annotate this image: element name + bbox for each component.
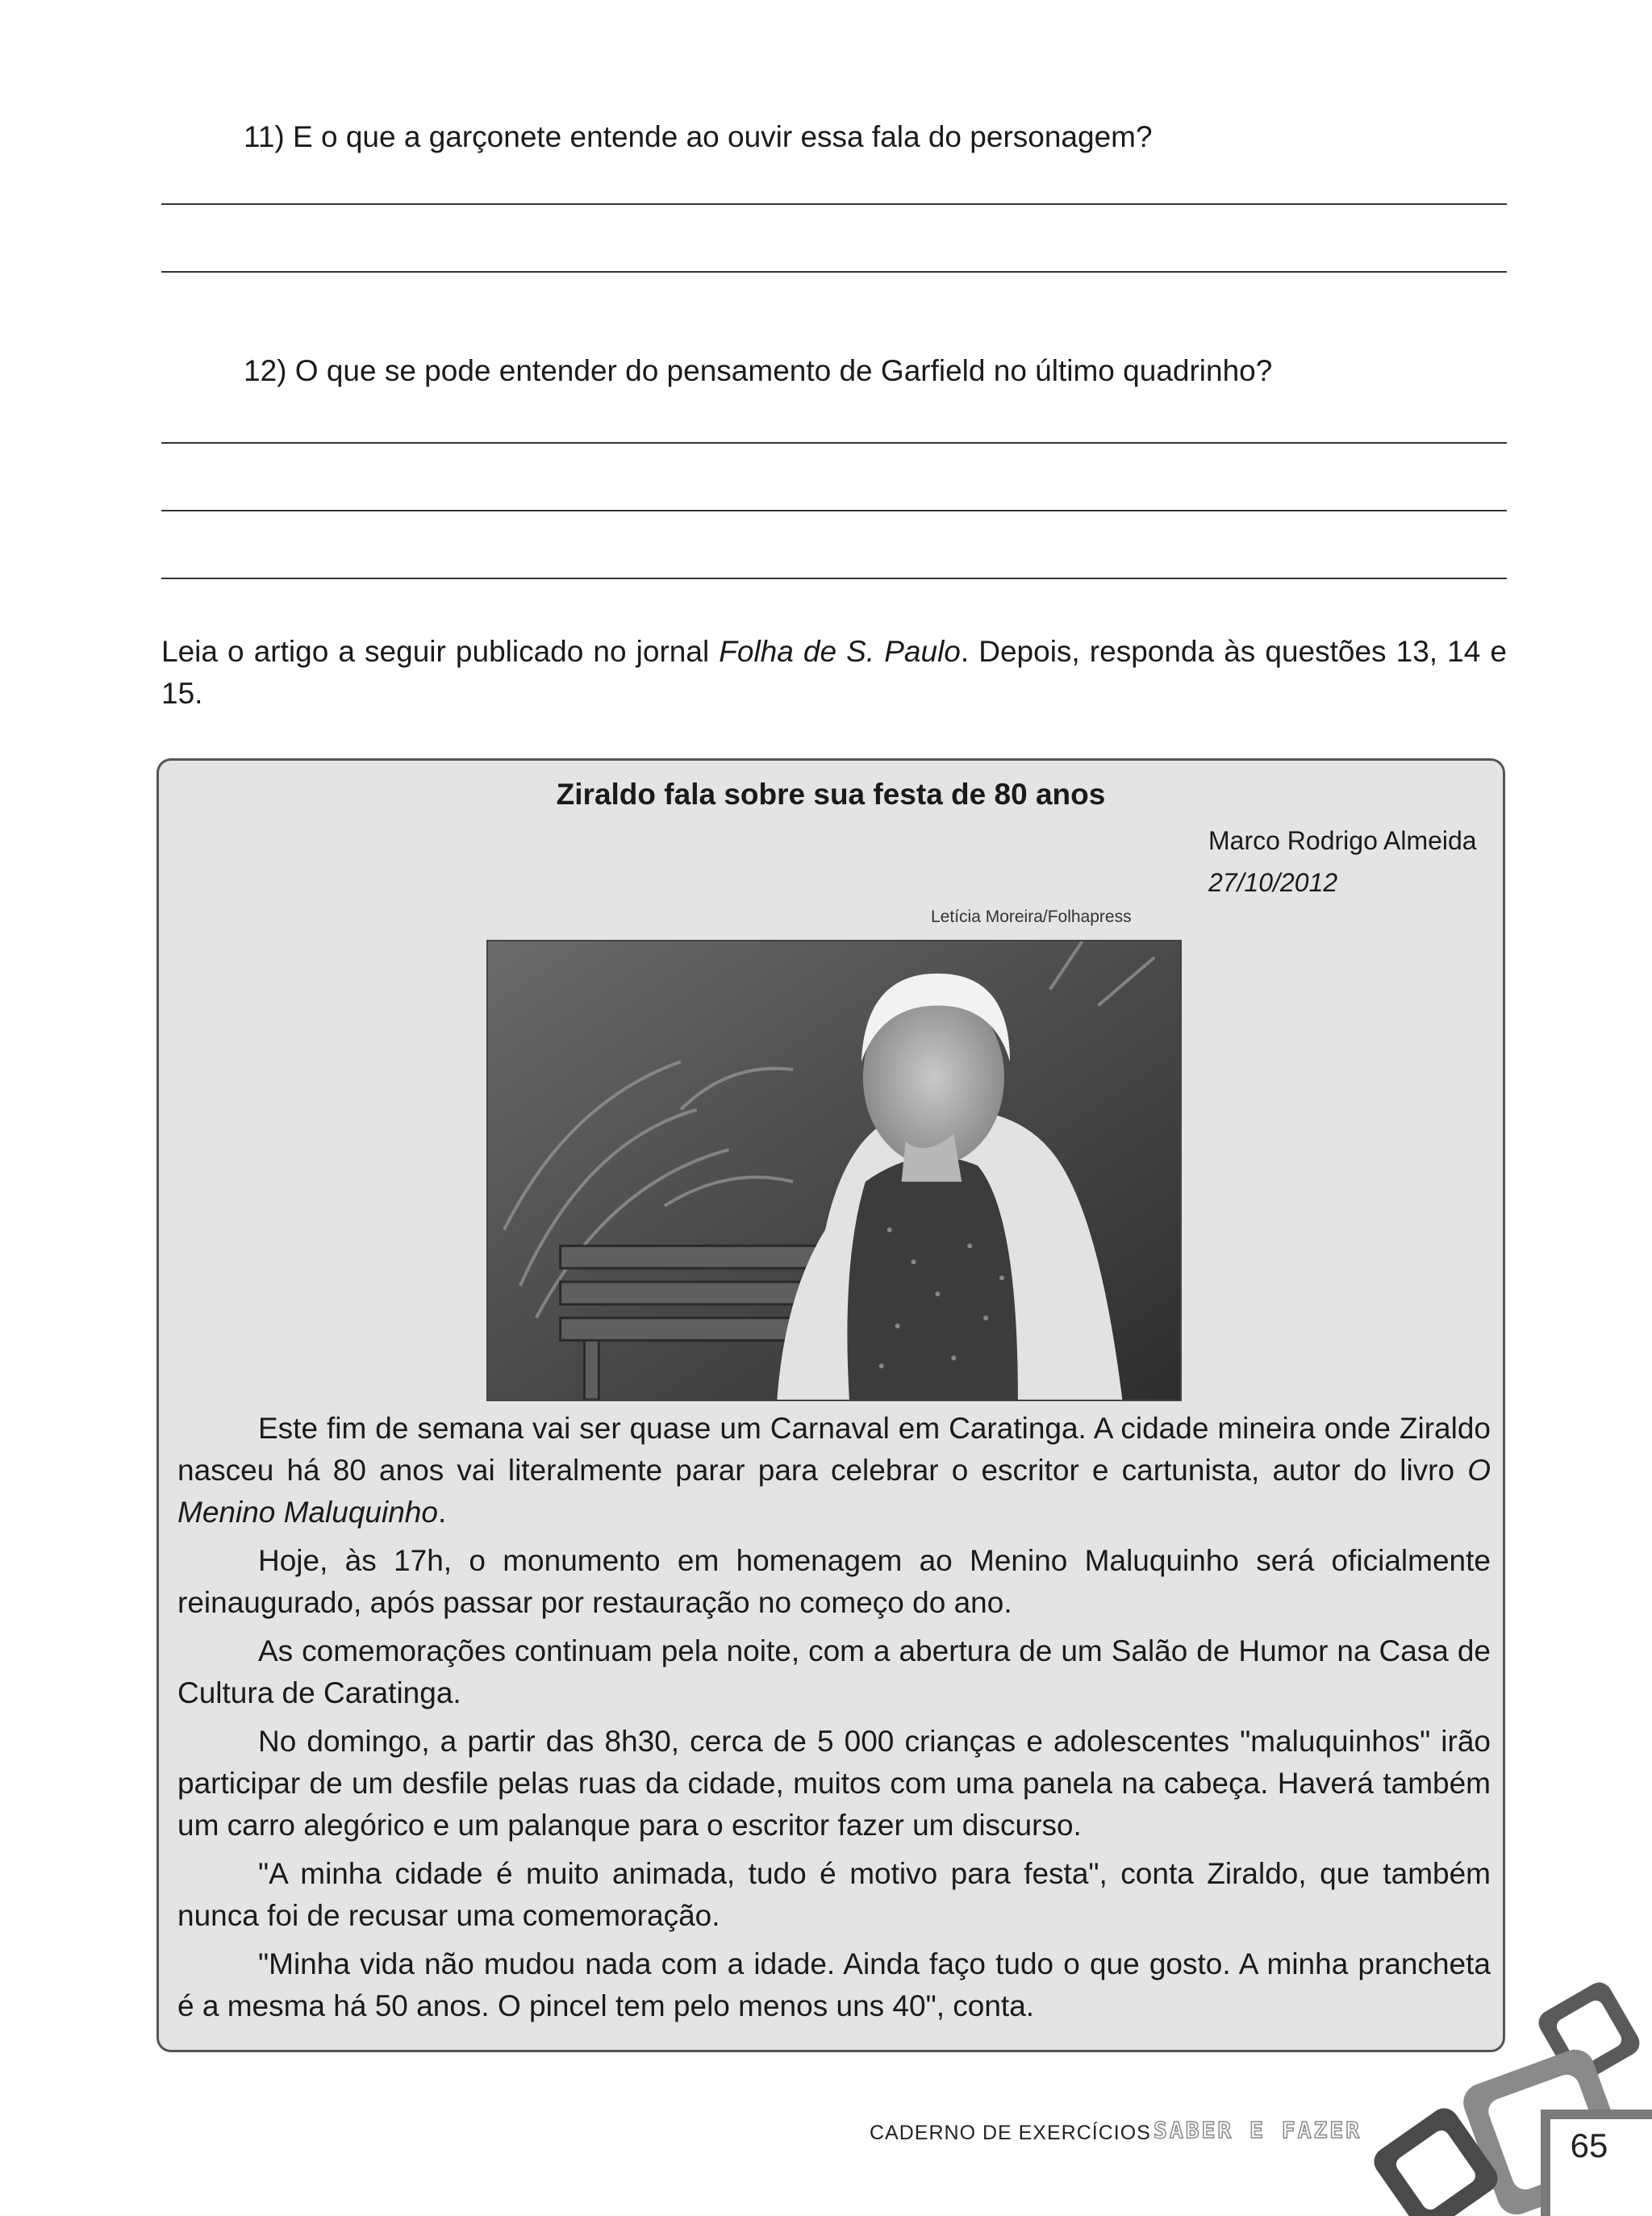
instruction-text: . Depois, responda às questões 13, 14 e 15.	[161, 635, 1507, 710]
paragraph-text: Este fim de semana vai ser quase um Carnaval em Caratinga. A cidade mineira onde Ziraldo nasceu há 80 anos vai literalmente parar para celebrar o escritor e cartunista, autor do livro	[177, 1412, 1491, 1487]
article-paragraph: No domingo, a partir das 8h30, cerca de 5 000 crianças e adolescentes "maluquinhos" irão participar de um desfile pelas ruas da cidade, muitos com uma panela na cabeça. Haverá também um carro alegórico e um palanque para o escritor fazer um discurso.	[177, 1725, 1491, 1842]
article-paragraph: "Minha vida não mudou nada com a idade. Ainda faço tudo o que gosto. A minha prancheta é a mesma há 50 anos. O pincel tem pelo menos uns 40", conta.	[177, 1947, 1491, 2022]
instruction-text: Leia o artigo a seguir publicado no jornal	[161, 635, 720, 668]
decorative-squares	[1371, 1968, 1652, 2216]
article-body	[177, 1408, 1491, 2034]
question-12: 12) O que se pode entender do pensamento de Garfield no último quadrinho?	[244, 354, 1273, 387]
footer-label: CADERNO DE EXERCÍCIOS	[870, 2122, 1151, 2144]
answer-line[interactable]	[161, 442, 1507, 444]
article-title: Ziraldo fala sobre sua festa de 80 anos	[556, 778, 1106, 811]
answer-line[interactable]	[161, 510, 1507, 511]
article-paragraph: "A minha cidade é muito animada, tudo é motivo para festa", conta Ziraldo, que também nunca foi de recusar uma comemoração.	[177, 1857, 1491, 1932]
page-number: 65	[1570, 2126, 1608, 2164]
newspaper-name: Folha de S. Paulo	[719, 635, 961, 668]
answer-line[interactable]	[161, 203, 1507, 205]
article-paragraph: As comemorações continuam pela noite, com a abertura de um Salão de Humor na Casa de Cultura de Caratinga.	[177, 1634, 1491, 1709]
article-paragraph: Hoje, às 17h, o monumento em homenagem ao Menino Maluquinho será oficialmente reinaugurado, após passar por restauração no começo do ano.	[177, 1544, 1491, 1619]
article-paragraph	[177, 1408, 1491, 1534]
paragraph-text: .	[437, 1496, 447, 1529]
photo-credit: Letícia Moreira/Folhapress	[931, 908, 1132, 926]
answer-line[interactable]	[161, 271, 1507, 273]
reading-instruction	[161, 631, 1507, 715]
ziraldo-photo	[486, 940, 1182, 1401]
answer-line[interactable]	[161, 578, 1507, 579]
book-title: O Menino Maluquinho	[177, 1454, 1491, 1529]
question-11: 11) E o que a garçonete entende ao ouvir essa fala do personagem?	[244, 120, 1153, 153]
article-date: 27/10/2012	[1208, 868, 1338, 897]
brand-logo: SABER E FAZER	[1153, 2117, 1362, 2143]
article-author: Marco Rodrigo Almeida	[1208, 826, 1477, 855]
